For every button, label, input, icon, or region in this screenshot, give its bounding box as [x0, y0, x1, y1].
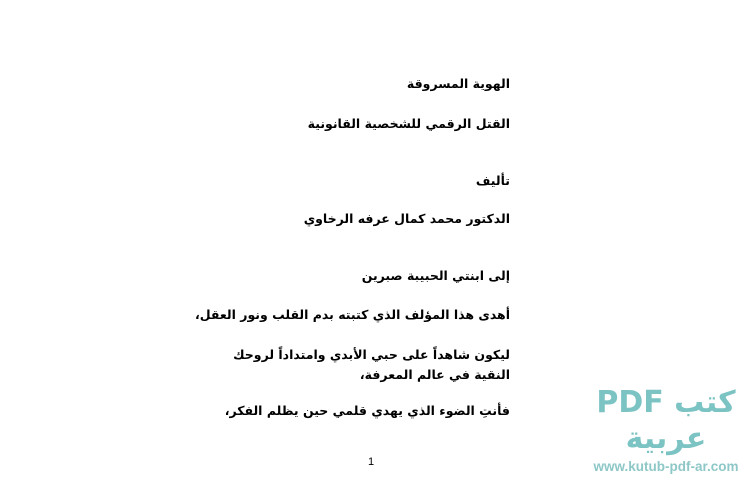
- watermark-logo: [586, 385, 746, 474]
- watermark-title: كتب PDF عربية: [596, 385, 736, 456]
- book-title: الهوية المسروقة: [406, 76, 510, 91]
- watermark-url: www.kutub-pdf-ar.com: [593, 459, 739, 474]
- book-subtitle: القتل الرقمي للشخصية القانونية: [307, 116, 510, 131]
- dedication-line: فأنتِ الضوء الذي يهدي قلمي حين يظلم الفكر،: [224, 403, 510, 418]
- dedication-line: إلى ابنتي الحبيبة صبرين: [361, 268, 510, 283]
- author-name: الدكتور محمد كمال عرفه الرخاوي: [303, 211, 510, 226]
- dedication-line: ليكون شاهداً على حبي الأبدي وامتداداً لروحك: [233, 347, 510, 362]
- dedication-line: أهدى هذا المؤلف الذي كتبته بدم القلب ونور العقل،: [194, 307, 510, 322]
- author-heading: تأليف: [475, 173, 510, 188]
- dedication-line: النقية في عالم المعرفة،: [359, 367, 510, 382]
- page-number: 1: [368, 456, 375, 468]
